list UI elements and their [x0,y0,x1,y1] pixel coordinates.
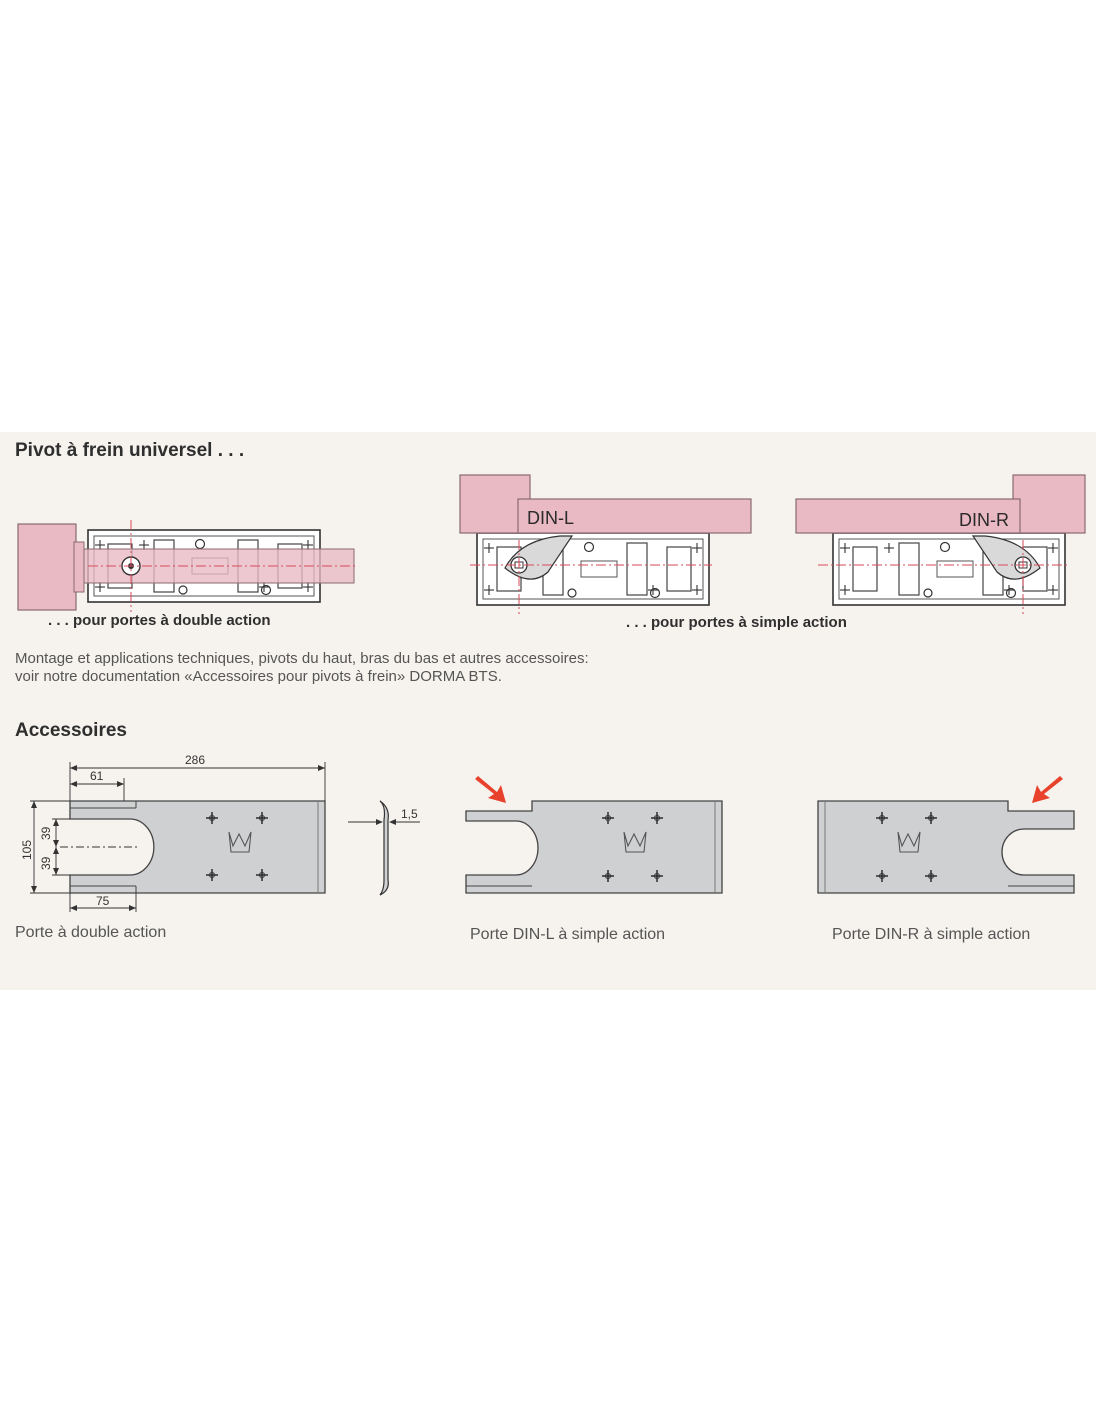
plate-thickness-profile [348,801,420,895]
arrow-din-l [475,776,506,803]
info-line-2: voir notre documentation «Accessoires pour pivots à frein» DORMA BTS. [15,668,502,685]
double-action-unit [18,520,356,612]
accessories-title: Accessoires [15,720,127,741]
dim-length: 286 [185,753,206,767]
caption-simple-action: . . . pour portes à simple action [626,614,847,631]
plate-caption-double: Porte à double action [15,924,167,941]
section-title: Pivot à frein universel . . . [15,440,245,461]
dim-bottom-offset: 75 [96,894,110,908]
frame-din-r [1013,475,1085,533]
label-din-l: DIN-L [527,508,575,528]
info-line-1: Montage et applications techniques, pivots du haut, bras du bas et autres accessoires: [15,650,589,667]
dim-half-lower: 39 [39,856,53,870]
plate-double-action [20,753,325,912]
arrow-din-r [1032,776,1063,803]
plate-din-l [466,776,722,893]
dim-thickness: 1,5 [401,807,418,821]
dim-half-upper: 39 [39,826,53,840]
dim-slot-depth: 61 [90,769,104,783]
din-l-unit [460,475,751,614]
din-r-unit [796,475,1085,614]
door-leaf-double [18,524,76,610]
plate-caption-din-l: Porte DIN-L à simple action [470,926,666,943]
plate-din-r [818,776,1074,893]
caption-double-action: . . . pour portes à double action [48,612,271,629]
dim-width: 105 [20,839,34,860]
plate-caption-din-r: Porte DIN-R à simple action [832,926,1031,943]
label-din-r: DIN-R [959,510,1009,530]
